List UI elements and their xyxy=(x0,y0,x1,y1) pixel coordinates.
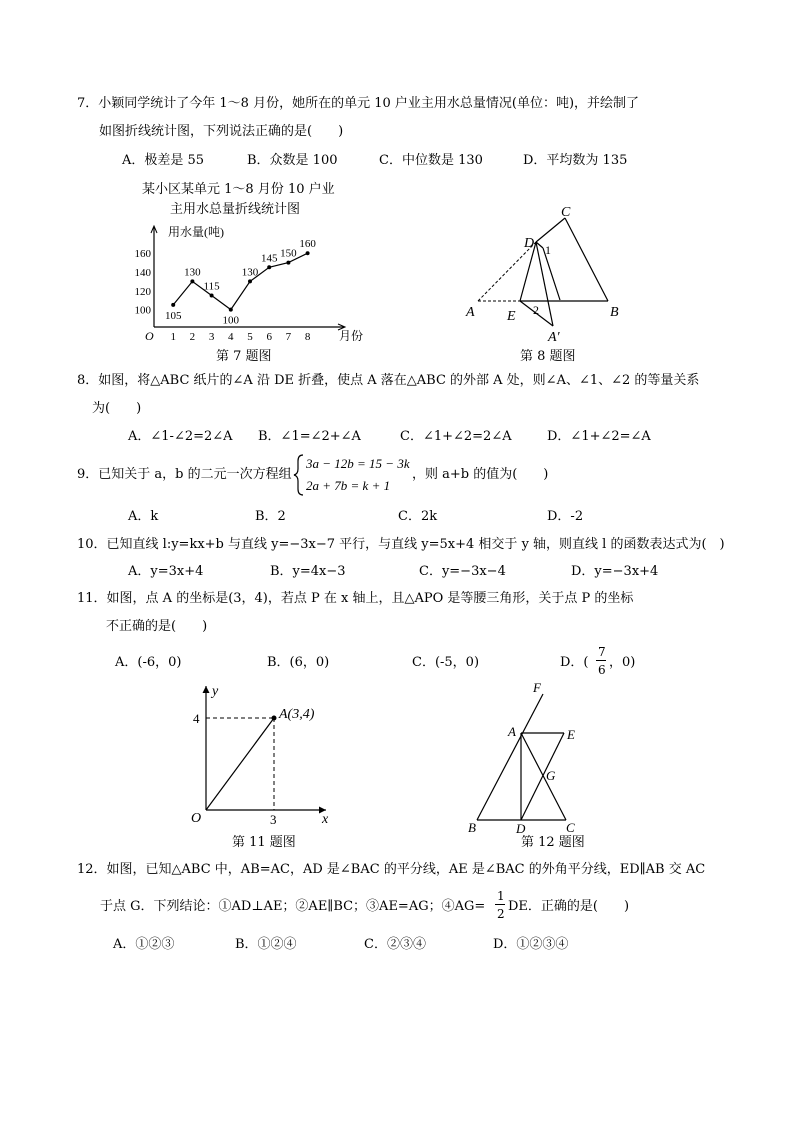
chart-data-label: 150 xyxy=(280,247,297,260)
q11-option-d-denominator: 6 xyxy=(598,663,606,677)
q11-stem-line2: 不正确的是( ) xyxy=(106,619,208,634)
fig8-label-Aprime: A′ xyxy=(548,330,560,345)
fig8-label-A: A xyxy=(466,305,475,320)
chart-data-label: 105 xyxy=(164,309,182,322)
fig12-label-C: C xyxy=(566,820,575,835)
q7-option-b: B．众数是 100 xyxy=(247,153,338,168)
fig12-caption: 第 12 题图 xyxy=(521,835,585,850)
fig7-caption: 第 7 题图 xyxy=(216,349,272,364)
fig11-label-O: O xyxy=(191,811,202,826)
chart-data-label: 115 xyxy=(203,280,220,293)
chart-x-tick-label: 3 xyxy=(208,331,215,343)
fig8-label-B: B xyxy=(610,305,619,320)
q7-option-a: A．极差是 55 xyxy=(122,153,205,168)
q12-stem-line1: 12．如图，已知△ABC 中，AB=AC，AD 是∠BAC 的平分线，AE 是∠BAC 的外角平分线，ED∥AB 交 AC xyxy=(77,862,706,877)
q11-option-a: A．(-6，0) xyxy=(115,655,182,670)
fig12-label-F: F xyxy=(533,680,541,695)
fig11-label-y: y xyxy=(212,684,219,699)
chart-x-tick-label: 1 xyxy=(170,331,176,343)
fig8-label-D: D xyxy=(524,236,535,251)
chart-x-tick-label: 8 xyxy=(304,331,311,343)
q12-option-c: C．②③④ xyxy=(364,937,426,952)
fig11-label-A: A(3,4) xyxy=(279,707,315,722)
q10-option-d: D．y=−3x+4 xyxy=(571,564,659,579)
q9-option-c: C．2k xyxy=(398,509,438,524)
fig8-label-C: C xyxy=(561,205,571,220)
q9-option-a: A．k xyxy=(128,509,159,524)
fig12-label-G: G xyxy=(546,768,556,783)
q9-option-b: B．2 xyxy=(255,509,286,524)
fig11-caption: 第 11 题图 xyxy=(232,835,296,850)
q8-option-a: A．∠1-∠2=2∠A xyxy=(128,429,233,444)
q8-stem-line2: 为( ) xyxy=(92,401,142,416)
chart-data-label: 130 xyxy=(184,266,201,279)
q10-option-b: B．y=4x−3 xyxy=(270,564,346,579)
fig11-label-4: 4 xyxy=(193,711,200,726)
q11-option-d-numerator: 7 xyxy=(598,645,606,659)
fig8-label-E: E xyxy=(507,309,516,324)
q9-equation-1: 3a − 12b = 15 − 3k xyxy=(306,456,410,471)
q7-stem-line1: 7．小颖同学统计了今年 1～8 月份，她所在的单元 10 户业主用水总量情况(单位：吨)，并绘制了 xyxy=(77,96,640,111)
q9-stem-suffix: ，则 a+b 的值为( ) xyxy=(412,467,549,482)
q12-stem-line2-b: DE．正确的是( ) xyxy=(508,899,630,914)
q12-fraction-numerator: 1 xyxy=(497,889,505,903)
fig12-label-A: A xyxy=(508,724,516,739)
q8-option-c: C．∠1+∠2=2∠A xyxy=(400,429,512,444)
chart-title-line1: 某小区某单元 1～8 月份 10 户业 xyxy=(142,182,335,197)
q10-option-a: A．y=3x+4 xyxy=(128,564,204,579)
chart-y-tick-label: 160 xyxy=(134,248,151,261)
q7-stem-line2: 如图折线统计图，下列说法正确的是( ) xyxy=(99,124,344,139)
chart-y-tick-label: 120 xyxy=(134,285,151,298)
q12-option-b: B．①②④ xyxy=(235,937,297,952)
q10-option-c: C．y=−3x−4 xyxy=(419,564,506,579)
q12-fraction-denominator: 2 xyxy=(497,907,505,921)
chart-x-label: 月份 xyxy=(339,329,364,343)
chart-origin-label: O xyxy=(145,329,154,343)
chart-x-tick-label: 4 xyxy=(228,331,234,343)
chart-x-tick-label: 5 xyxy=(247,331,253,343)
q9-option-d: D．-2 xyxy=(547,509,584,524)
chart-data-label: 130 xyxy=(241,266,259,279)
chart-x-tick-label: 2 xyxy=(189,331,196,343)
q8-option-b: B．∠1=∠2+∠A xyxy=(258,429,361,444)
fig12-label-D: D xyxy=(516,821,526,836)
fig8-label-2: 2 xyxy=(533,303,539,317)
chart-title-line2: 主用水总量折线统计图 xyxy=(170,202,301,217)
fig11-label-x: x xyxy=(322,812,329,827)
fig12-label-B: B xyxy=(468,820,476,835)
q8-option-d: D．∠1+∠2=∠A xyxy=(547,429,651,444)
q11-option-c: C．(-5，0) xyxy=(412,655,480,670)
chart-data-label: 145 xyxy=(260,252,278,265)
chart-y-label: 用水量(吨) xyxy=(168,225,224,239)
q9-equation-2: 2a + 7b = k + 1 xyxy=(306,478,391,493)
q11-option-d-tail: ，0) xyxy=(609,655,636,670)
q9-stem-prefix: 9．已知关于 a，b 的二元一次方程组 xyxy=(77,467,292,482)
q11-option-b: B．(6，0) xyxy=(267,655,330,670)
q12-option-d: D．①②③④ xyxy=(493,937,569,952)
q12-stem-line2-a: 于点 G．下列结论：①AD⊥AE；②AE∥BC；③AE=AG；④AG= xyxy=(100,899,486,914)
fig12-label-E: E xyxy=(567,727,575,742)
chart-y-tick-label: 140 xyxy=(134,267,151,279)
chart-x-tick-label: 6 xyxy=(266,331,272,343)
chart-data-label: 160 xyxy=(299,238,316,251)
chart-x-tick-label: 7 xyxy=(285,331,292,343)
chart-data-label: 100 xyxy=(222,314,240,327)
q12-option-a: A．①②③ xyxy=(113,937,175,952)
q8-stem-line1: 8．如图，将△ABC 纸片的∠A 沿 DE 折叠，使点 A 落在△ABC 的外部 A 处，则∠A、∠1、∠2 的等量关系 xyxy=(77,373,700,388)
q11-option-d: D．( xyxy=(560,655,589,670)
q7-option-c: C．中位数是 130 xyxy=(379,153,483,168)
fig8-label-1: 1 xyxy=(545,243,551,257)
fig8-caption: 第 8 题图 xyxy=(520,349,576,364)
fig11-label-3: 3 xyxy=(270,812,277,827)
q12-fraction-bar xyxy=(495,904,505,905)
q7-option-d: D．平均数为 135 xyxy=(523,153,628,168)
q11-stem-line1: 11．如图，点 A 的坐标是(3，4)，若点 P 在 x 轴上，且△APO 是等腰三角形，关于点 P 的坐标 xyxy=(77,591,634,606)
q10-stem: 10．已知直线 l:y=kx+b 与直线 y=−3x−7 平行，与直线 y=5x+4 相交于 y 轴，则直线 l 的函数表达式为( ) xyxy=(77,537,725,552)
chart-y-tick-label: 100 xyxy=(134,304,151,317)
